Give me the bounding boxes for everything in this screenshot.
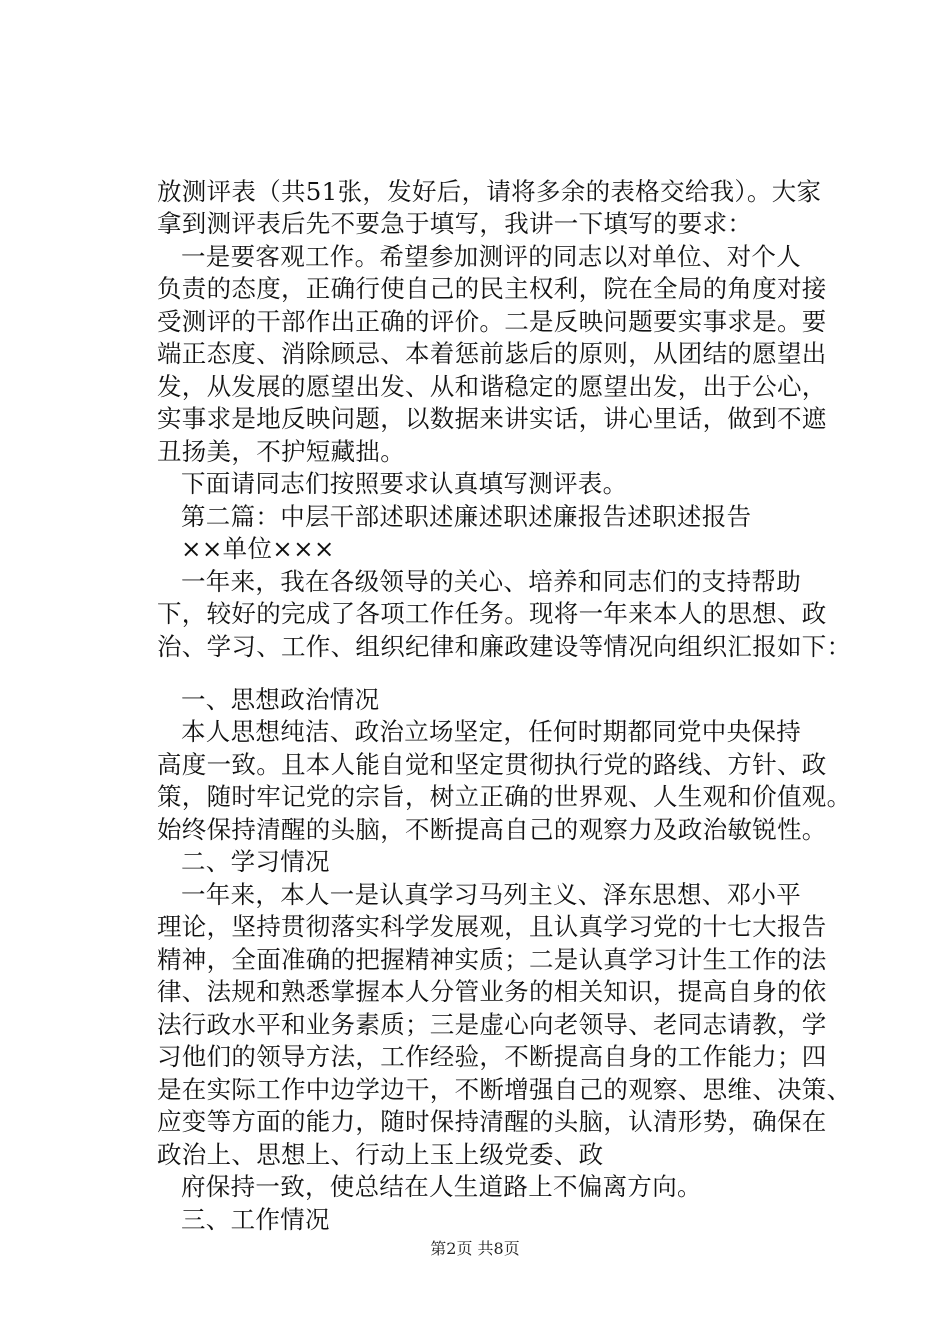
- text-line: ××单位×××: [181, 534, 335, 563]
- text-line: 政治上、思想上、行动上玉上级党委、政: [157, 1140, 604, 1169]
- text-line: 理论，坚持贯彻落实科学发展观，且认真学习党的十七大报告: [157, 912, 827, 941]
- text-line: 始终保持清醒的头脑，不断提高自己的观察力及政治敏锐性。: [157, 815, 827, 844]
- text-line: 端正态度、消除顾忌、本着惩前毖后的原则，从团结的愿望出: [157, 339, 827, 368]
- text-line: 受测评的干部作出正确的评价。二是反映问题要实事求是。要: [157, 307, 827, 336]
- text-line: 一年来，我在各级领导的关心、培养和同志们的支持帮助: [181, 567, 801, 596]
- text-line: 丑扬美，不护短藏拙。: [157, 437, 405, 466]
- text-line: 策，随时牢记党的宗旨，树立正确的世界观、人生观和价值观。: [157, 782, 852, 811]
- text-line: 放测评表（共51张，发好后，请将多余的表格交给我）。大家: [157, 177, 822, 206]
- text-line: 习他们的领导方法，工作经验，不断提高自身的工作能力；四: [157, 1042, 827, 1071]
- text-line: 精神，全面准确的把握精神实质；二是认真学习计生工作的法: [157, 945, 827, 974]
- text-line: 府保持一致，使总结在人生道路上不偏离方向。: [181, 1172, 702, 1201]
- section-heading: 第二篇：中层干部述职述廉述职述廉报告述职述报告: [181, 502, 752, 531]
- text-line: 发，从发展的愿望出发、从和谐稳定的愿望出发，出于公心，: [157, 372, 827, 401]
- text-line: 法行政水平和业务素质；三是虚心向老领导、老同志请教，学: [157, 1010, 827, 1039]
- section-heading: 三、工作情况: [181, 1205, 330, 1234]
- section-heading: 一、思想政治情况: [181, 685, 380, 714]
- text-line: 本人思想纯洁、政治立场坚定，任何时期都同党中央保持: [181, 717, 801, 746]
- text-line: 下面请同志们按照要求认真填写测评表。: [181, 469, 628, 498]
- text-line: 应变等方面的能力，随时保持清醒的头脑，认清形势，确保在: [157, 1107, 827, 1136]
- text-line: 高度一致。且本人能自觉和坚定贯彻执行党的路线、方针、政: [157, 750, 827, 779]
- text-line: 一年来，本人一是认真学习马列主义、泽东思想、邓小平: [181, 880, 801, 909]
- text-line: 负责的态度，正确行使自己的民主权利，院在全局的角度对接: [157, 274, 827, 303]
- text-line: 实事求是地反映问题，以数据来讲实话，讲心里话，做到不遮: [157, 404, 827, 433]
- text-line: 律、法规和熟悉掌握本人分管业务的相关知识，提高自身的依: [157, 977, 827, 1006]
- page-footer: [0, 1239, 950, 1259]
- text-line: 一是要客观工作。希望参加测评的同志以对单位、对个人: [181, 242, 801, 271]
- section-heading: 二、学习情况: [181, 847, 330, 876]
- text-line: 是在实际工作中边学边干，不断增强自己的观察、思维、决策、: [157, 1075, 852, 1104]
- text-line: 拿到测评表后先不要急于填写，我讲一下填写的要求：: [157, 209, 753, 238]
- text-line: 下，较好的完成了各项工作任务。现将一年来本人的思想、政: [157, 599, 827, 628]
- page-indicator: 第2页 共8页: [430, 1239, 520, 1258]
- text-line: 治、学习、工作、组织纪律和廉政建设等情况向组织汇报如下：: [157, 632, 852, 661]
